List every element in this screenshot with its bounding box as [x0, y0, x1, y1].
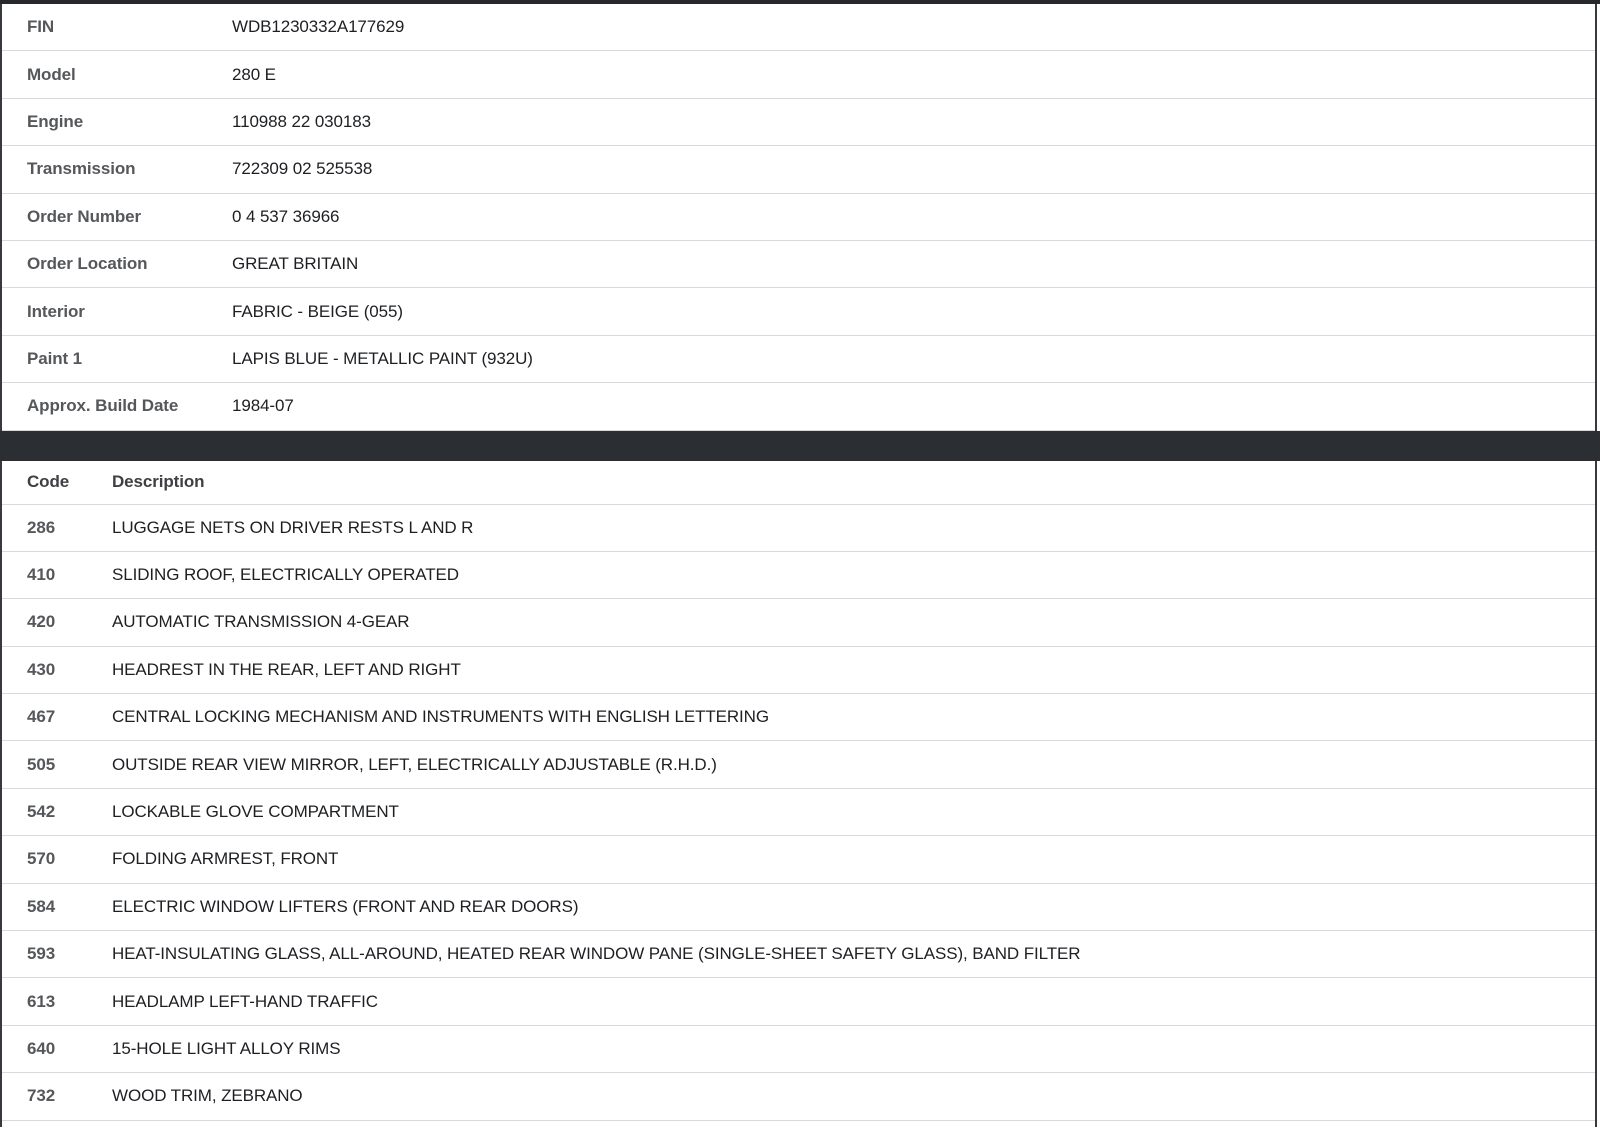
- equipment-code-row: [2, 1073, 1595, 1120]
- equipment-description: FOLDING ARMREST, FRONT: [112, 849, 339, 869]
- vehicle-detail-row: [2, 146, 1595, 193]
- equipment-code-row: [2, 978, 1595, 1025]
- detail-value: 0 4 537 36966: [232, 206, 340, 226]
- equipment-description: CENTRAL LOCKING MECHANISM AND INSTRUMENTS WITH ENGLISH LETTERING: [112, 707, 769, 727]
- detail-label: Paint 1: [27, 348, 83, 368]
- equipment-codes-table: [0, 461, 1597, 1127]
- equipment-code-row: [2, 789, 1595, 836]
- detail-value: 722309 02 525538: [232, 159, 373, 179]
- detail-label: Approx. Build Date: [27, 396, 179, 416]
- vehicle-detail-row: [2, 336, 1595, 383]
- detail-label: Order Number: [27, 206, 142, 226]
- detail-value: 1984-07: [232, 396, 294, 416]
- equipment-code-row: [2, 931, 1595, 978]
- vehicle-detail-row: [2, 241, 1595, 288]
- equipment-description: HEADLAMP LEFT-HAND TRAFFIC: [112, 991, 378, 1011]
- equipment-description: OUTSIDE REAR VIEW MIRROR, LEFT, ELECTRICALLY ADJUSTABLE (R.H.D.): [112, 754, 717, 774]
- codes-table-header-row: [2, 461, 1595, 505]
- equipment-code-row: [2, 599, 1595, 646]
- equipment-description: ELECTRIC WINDOW LIFTERS (FRONT AND REAR DOORS): [112, 896, 579, 916]
- equipment-code: 420: [27, 612, 56, 632]
- equipment-code-row: [2, 505, 1595, 552]
- equipment-code: 430: [27, 659, 56, 679]
- equipment-code-row: [2, 741, 1595, 788]
- equipment-code: 542: [27, 802, 56, 822]
- equipment-description: LOCKABLE GLOVE COMPARTMENT: [112, 802, 399, 822]
- detail-value: 110988 22 030183: [232, 111, 371, 131]
- equipment-description: WOOD TRIM, ZEBRANO: [112, 1086, 303, 1106]
- equipment-code-row: [2, 552, 1595, 599]
- equipment-code: 286: [27, 517, 56, 537]
- equipment-code: 613: [27, 991, 56, 1011]
- equipment-description: HEADREST IN THE REAR, LEFT AND RIGHT: [112, 659, 461, 679]
- detail-label: Interior: [27, 301, 85, 321]
- detail-value: GREAT BRITAIN: [232, 254, 359, 274]
- vehicle-detail-row: [2, 288, 1595, 335]
- vehicle-details-table: [0, 4, 1597, 431]
- equipment-code-row: [2, 836, 1595, 883]
- equipment-code: 505: [27, 754, 56, 774]
- equipment-description: SLIDING ROOF, ELECTRICALLY OPERATED: [112, 565, 459, 585]
- description-column-header: Description: [112, 472, 205, 492]
- codes-rows-container: [2, 505, 1595, 1121]
- equipment-code: 410: [27, 565, 56, 585]
- code-column-header: Code: [27, 472, 70, 492]
- equipment-description: 15-HOLE LIGHT ALLOY RIMS: [112, 1039, 341, 1058]
- table-bottom-padding: [2, 1121, 1595, 1127]
- detail-label: Transmission: [27, 159, 136, 179]
- section-divider-bar: [0, 431, 1600, 461]
- equipment-code-row: [2, 647, 1595, 694]
- detail-label: Model: [27, 64, 76, 84]
- equipment-code-row: [2, 884, 1595, 931]
- vehicle-detail-row: [2, 383, 1595, 430]
- equipment-description: LUGGAGE NETS ON DRIVER RESTS L AND R: [112, 517, 474, 537]
- detail-label: Order Location: [27, 254, 148, 274]
- equipment-code: 570: [27, 849, 56, 869]
- equipment-code-row: [2, 1026, 1595, 1073]
- detail-value: LAPIS BLUE - METALLIC PAINT (932U): [232, 348, 533, 368]
- equipment-code: 593: [27, 944, 56, 964]
- vehicle-detail-row: [2, 51, 1595, 98]
- vehicle-detail-row: [2, 194, 1595, 241]
- equipment-code: 584: [27, 896, 56, 916]
- detail-label: FIN: [27, 17, 55, 37]
- equipment-code: 732: [27, 1086, 56, 1106]
- equipment-code: 640: [27, 1039, 56, 1058]
- detail-value: WDB1230332A177629: [232, 17, 405, 37]
- equipment-code-row: [2, 694, 1595, 741]
- detail-value: FABRIC - BEIGE (055): [232, 301, 403, 321]
- vehicle-detail-row: [2, 4, 1595, 51]
- equipment-description: HEAT-INSULATING GLASS, ALL-AROUND, HEATED REAR WINDOW PANE (SINGLE-SHEET SAFETY GLASS), BAND FILTER: [112, 944, 1081, 964]
- vehicle-detail-row: [2, 99, 1595, 146]
- detail-label: Engine: [27, 111, 84, 131]
- equipment-code: 467: [27, 707, 56, 727]
- detail-value: 280 E: [232, 64, 276, 84]
- equipment-description: AUTOMATIC TRANSMISSION 4-GEAR: [112, 612, 410, 632]
